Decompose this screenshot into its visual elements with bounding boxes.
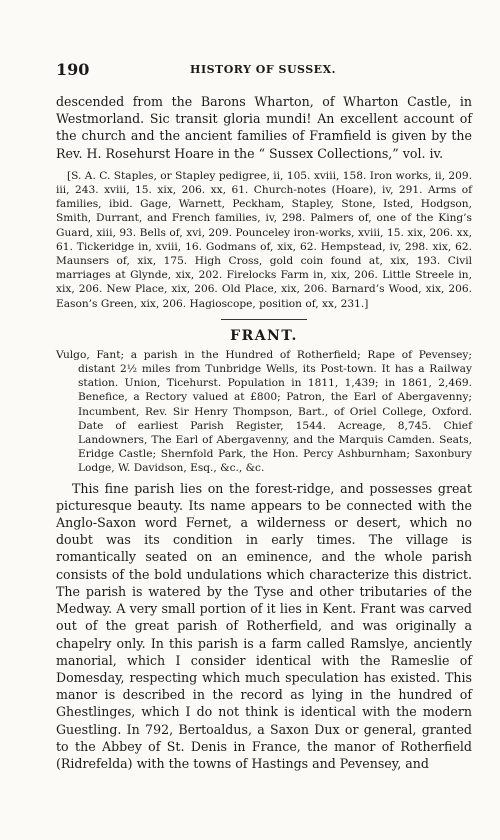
parish-entry: Vulgo, Fant; a parish in the Hundred of Rotherfield; Rape of Pevensey; distant 2½ miles from Tunbridge Wells, its Post-town. It has a Railway station. Union, Ticehurst. Population in 1811, 1,439; in 1861, 2,469. Benefice, a Rectory valued at £800; Patron, the Earl of Abergavenny; Incumbent, Rev. Sir Henry Thompson, Bart., of Oriel College, Oxford. Date of earliest Parish Register, 1544. Acreage, 8,745. Chief Landowners, The Earl of Abergavenny, and the Marquis Camden. Seats, Eridge Castle; Shernfold Park, the Hon. Percy Ashburnham; Saxonbury Lodge, W. Davidson, Esq., &c., &c. [56,348,472,475]
page-number: 190 [56,60,90,79]
running-head [56,60,470,82]
section-divider [221,319,307,320]
intro-paragraph: descended from the Barons Wharton, of Wharton Castle, in Westmorland. Sic transit gloria mundi! An excellent account of the church and the ancient families of Framfield is given by the Rev. H. Rosehurst Hoare in the “ Sussex Collections,” vol. iv. [56,94,472,161]
page-body [56,93,472,772]
bracket-note: [S. A. C. Staples, or Stapley pedigree, ii, 105. xviii, 158. Iron works, ii, 209. iii, 243. xviii, 15. xix, 206. xx, 61. Church-notes (Hoare), iv, 291. Arms of families, ibid. Gage, Warnett, Peckham, Stapley, Stone, Isted, Hodgson, Smith, Durrant, and French families, iv, 298. Palmers of, one of the King’s Guard, xiii, 93. Bells of, xvi, 209. Pounceley iron-works, xviii, 15. xix, 206. xx, 61. Tickeridge in, xviii, 16. Godmans of, xix, 62. Hempstead, iv, 298. xix, 62. Maunsers of, xix, 175. High Cross, gold coin found at, xix, 193. Civil marriages at Glynde, xix, 202. Firelocks Farm in, xix, 206. Little Streele in, xix, 206. New Place, xix, 206. Old Place, xix, 206. Barnard’s Wood, xix, 206. Eason’s Green, xix, 206. Hagioscope, position of, xx, 231.] [56,169,472,310]
running-title: HISTORY OF SUSSEX. [190,63,336,76]
section-heading: FRANT. [230,327,298,344]
main-paragraph: This fine parish lies on the forest-ridge, and possesses great picturesque beauty. Its name appears to be connected with the Anglo-Saxon word Fernet, a wilderness or desert, which no doubt was its condition in early times. The village is romantically seated on an eminence, and the whole parish consists of the bold undulations which characterize this district. The parish is watered by the Tyse and other tributaries of the Medway. A very small portion of it lies in Kent. Frant was carved out of the great parish of Rotherfield, and was originally a chapelry only. In this parish is a farm called Ramslye, anciently manorial, which I consider identical with the Rameslie of Domesday, respecting which much speculation has existed. This manor is described in the record as lying in the hundred of Ghestlinges, which I do not think is identical with the modern Guestling. In 792, Bertoaldus, a Saxon Dux or general, granted to the Abbey of St. Denis in France, the manor of Rotherfield (Ridrefelda) with the towns of Hastings and Pevensey, and [56,480,472,771]
